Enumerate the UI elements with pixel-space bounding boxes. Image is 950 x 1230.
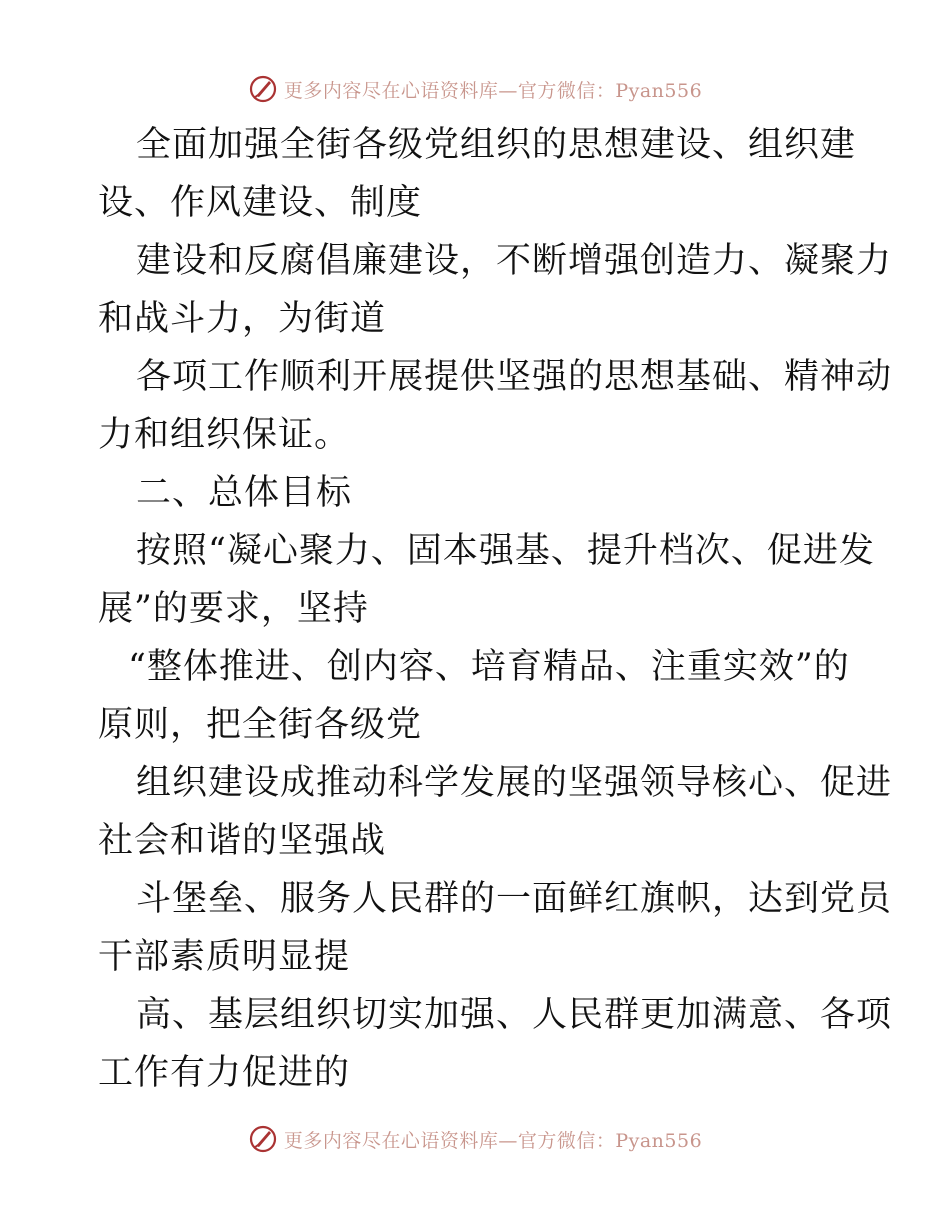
body-line: 力和组织保证。: [98, 415, 351, 455]
header-banner: [0, 72, 950, 106]
footer-banner: [0, 1122, 950, 1156]
document-body: [98, 116, 893, 1102]
body-line: 斗堡垒、服务人民群的一面鲜红旗帜，达到党员: [136, 879, 893, 919]
body-line: 社会和谐的坚强战: [98, 821, 387, 861]
quill-seal-logo-icon: [248, 74, 278, 104]
header-banner-text: 更多内容尽在心语资料库—官方微信：Pyan556: [283, 79, 703, 102]
section-heading: 二、总体目标: [136, 473, 353, 513]
body-line: 原则，把全街各级党: [98, 705, 423, 745]
body-line: 全面加强全街各级党组织的思想建设、组织建: [136, 125, 857, 165]
body-line: 各项工作顺利开展提供坚强的思想基础、精神动: [136, 357, 893, 397]
footer-banner-text: 更多内容尽在心语资料库—官方微信：Pyan556: [283, 1129, 703, 1152]
body-line: 建设和反腐倡廉建设，不断增强创造力、凝聚力: [136, 241, 893, 281]
body-line: 和战斗力，为街道: [98, 299, 387, 339]
body-line: 组织建设成推动科学发展的坚强领导核心、促进: [136, 763, 893, 803]
body-line: 设、作风建设、制度: [98, 183, 423, 223]
body-line: 按照“凝心聚力、固本强基、提升档次、促进发: [136, 531, 875, 571]
body-line: 工作有力促进的: [98, 1053, 351, 1093]
quill-seal-logo-icon: [248, 1124, 278, 1154]
body-line: 干部素质明显提: [98, 937, 351, 977]
body-line: 展”的要求，坚持: [98, 589, 369, 629]
body-line: “整体推进、创内容、培育精品、注重实效”的: [128, 647, 850, 687]
body-line: 高、基层组织切实加强、人民群更加满意、各项: [136, 995, 893, 1035]
